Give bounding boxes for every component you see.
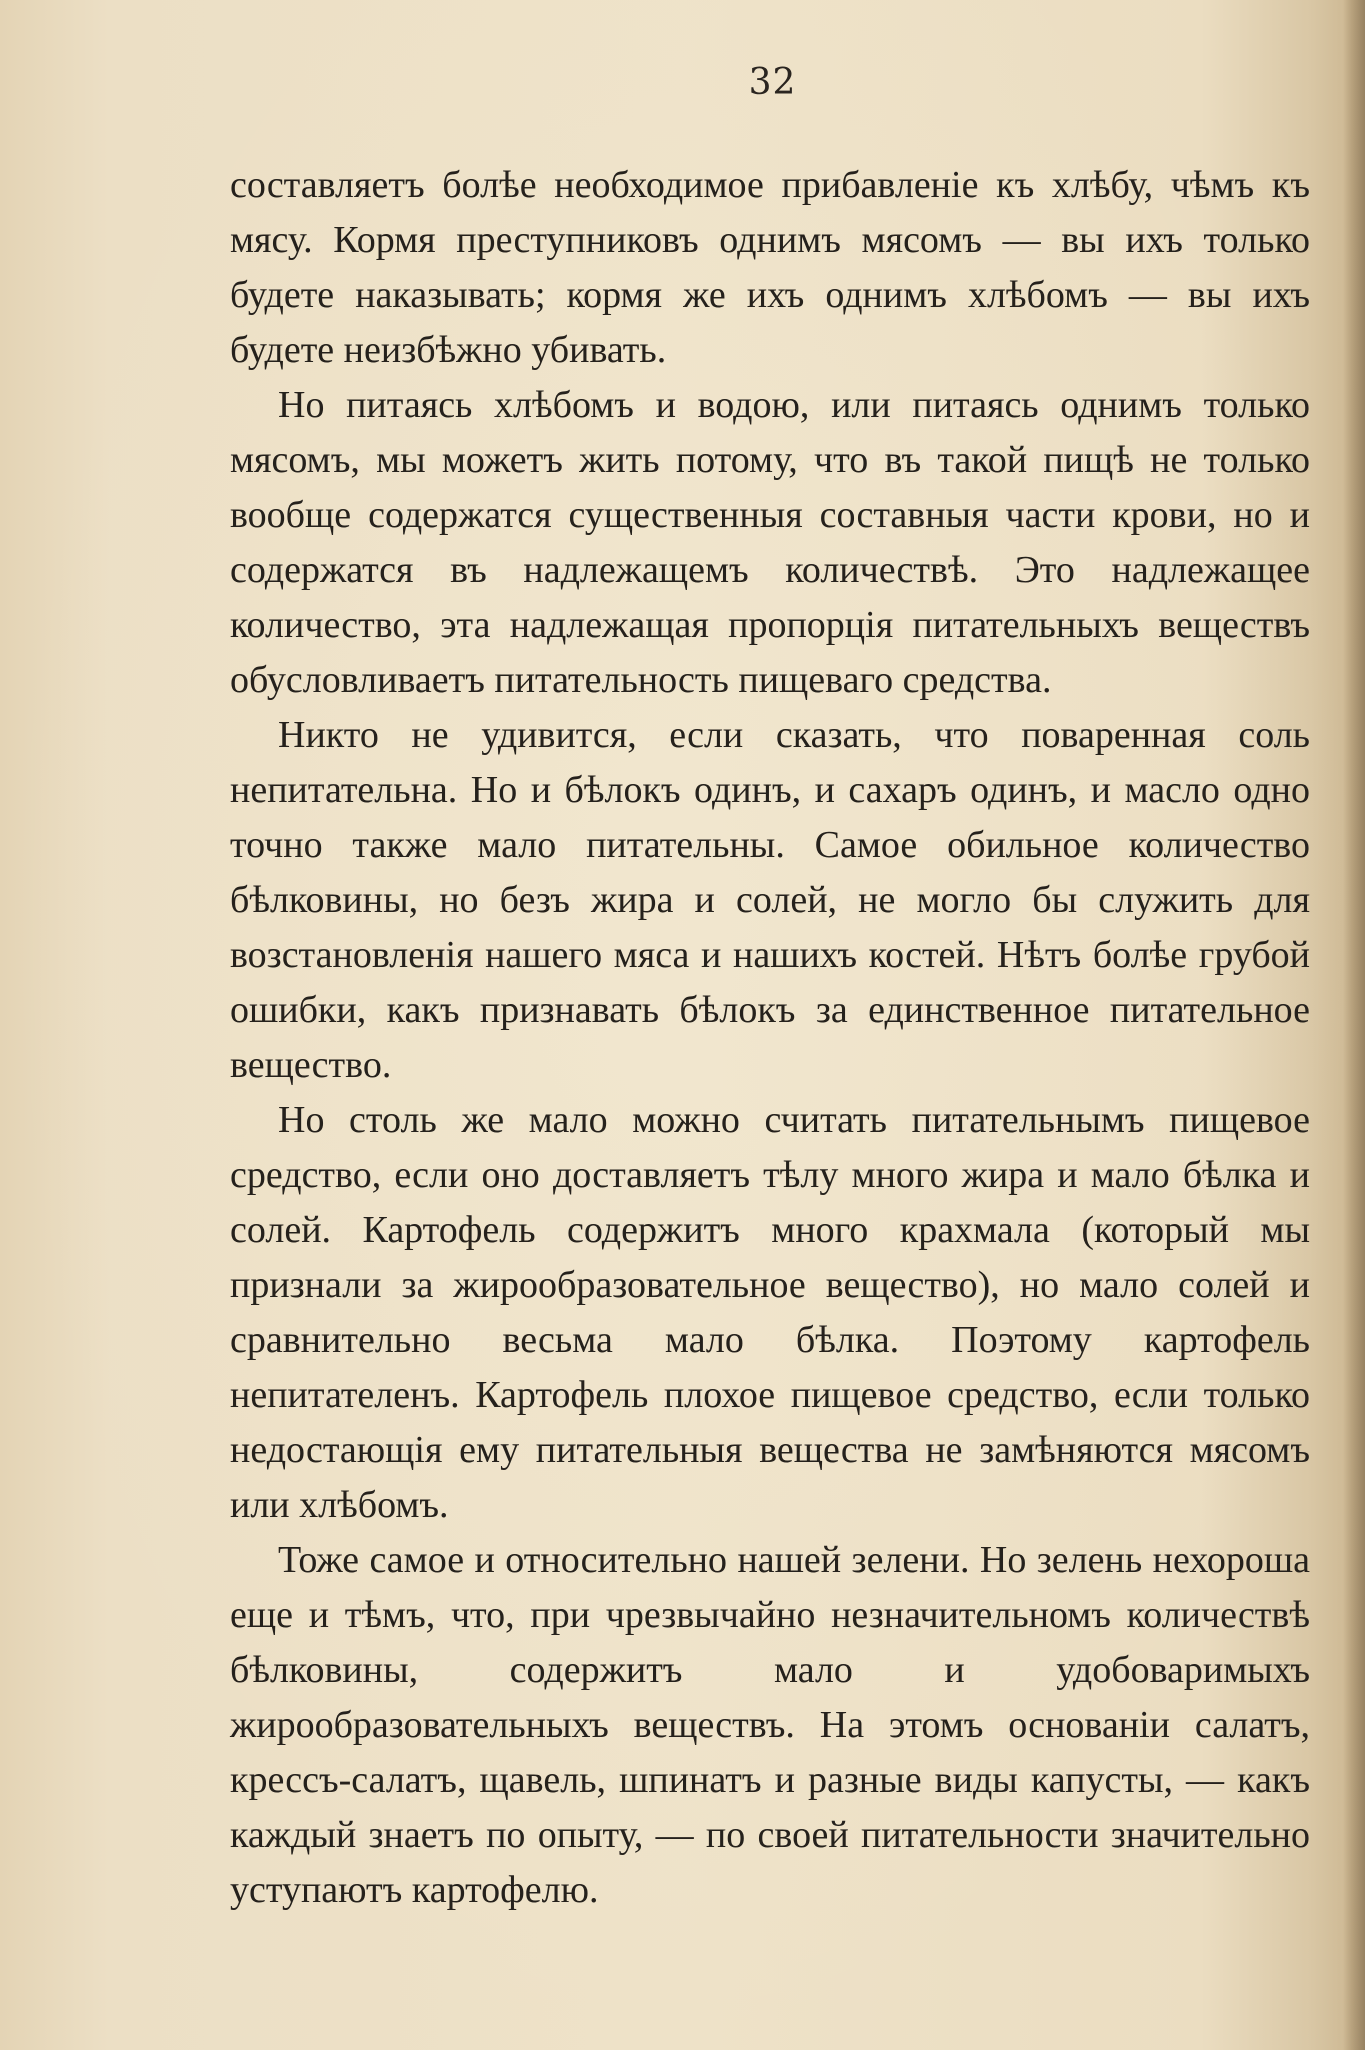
paragraph: Тоже самое и относительно нашей зелени. Но зелень нехороша еще и тѣмъ, что, при чрезвычайно незначительномъ количествѣ бѣлковины, содержитъ мало и удобоваримыхъ жирообразовательныхъ веществъ. На этомъ основаніи салатъ, крессъ-салатъ, щавель, шпинатъ и разные виды капусты, — какъ каждый знаетъ по опыту, — по своей питательности значительно уступаютъ картофелю.	[230, 1539, 1310, 1911]
paragraph: Никто не удивится, если сказать, что поваренная соль непитательна. Но и бѣлокъ одинъ, и сахаръ одинъ, и масло одно точно также мало питательны. Самое обильное количество бѣлковины, но безъ жира и солей, не могло бы служить для возстановленія нашего мяса и нашихъ костей. Нѣтъ болѣе грубой ошибки, какъ признавать бѣлокъ за единственное питательное вещество.	[230, 714, 1310, 1086]
paragraph: Но столь же мало можно считать питательнымъ пищевое средство, если оно доставляетъ тѣлу много жира и мало бѣлка и солей. Картофель содержитъ много крахмала (который мы признали за жирообразовательное вещество), но мало солей и сравнительно весьма мало бѣлка. Поэтому картофель непитателенъ. Картофель плохое пищевое средство, если только недостающія ему питательныя вещества не замѣняются мясомъ или хлѣбомъ.	[230, 1099, 1310, 1526]
page-number: 32	[748, 62, 797, 103]
body-text	[230, 158, 1310, 1918]
paragraph: Но питаясь хлѣбомъ и водою, или питаясь однимъ только мясомъ, мы можетъ жить потому, что въ такой пищѣ не только вообще содержатся существенныя составныя части крови, но и содержатся въ надлежащемъ количествѣ. Это надлежащее количество, эта надлежащая пропорція питательныхъ веществъ обусловливаетъ питательность пищеваго средства.	[230, 384, 1310, 701]
paragraph: составляетъ болѣе необходимое прибавленіе къ хлѣбу, чѣмъ къ мясу. Кормя преступниковъ однимъ мясомъ — вы ихъ только будете наказывать; кормя же ихъ однимъ хлѣбомъ — вы ихъ будете неизбѣжно убивать.	[230, 164, 1310, 371]
page-edge-shadow	[1343, 0, 1365, 2050]
